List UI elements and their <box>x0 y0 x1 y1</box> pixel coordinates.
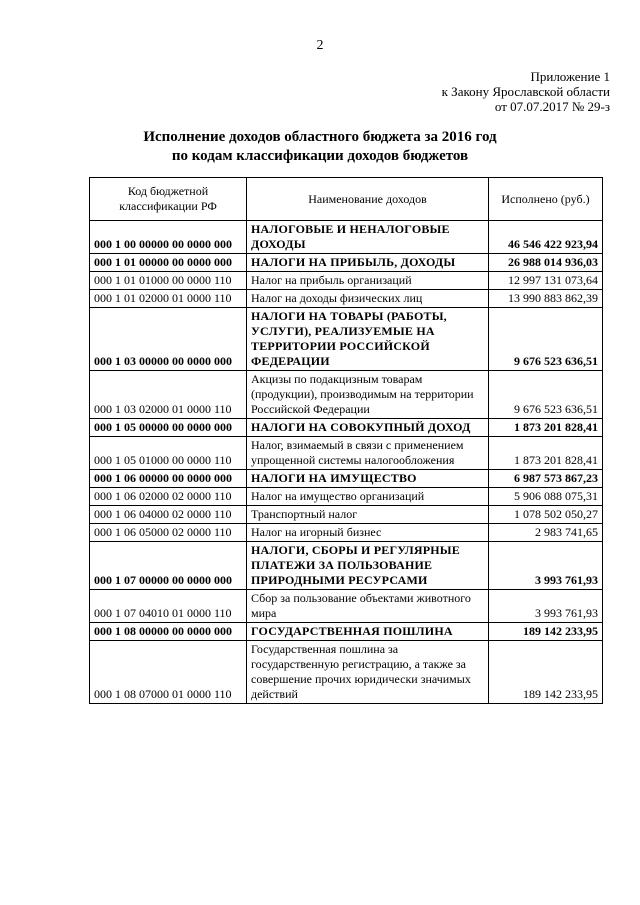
row-amount: 1 078 502 050,27 <box>489 506 603 524</box>
row-code: 000 1 08 00000 00 0000 000 <box>90 623 247 641</box>
row-code: 000 1 06 00000 00 0000 000 <box>90 470 247 488</box>
row-amount: 1 873 201 828,41 <box>489 419 603 437</box>
table-row <box>90 371 603 419</box>
appendix-line: Приложение 1 <box>530 69 610 84</box>
table-body <box>90 221 603 704</box>
row-code: 000 1 07 04010 01 0000 110 <box>90 590 247 623</box>
table-row <box>90 506 603 524</box>
row-name: ГОСУДАРСТВЕННАЯ ПОШЛИНА <box>247 623 489 641</box>
row-code: 000 1 06 05000 02 0000 110 <box>90 524 247 542</box>
row-code: 000 1 00 00000 00 0000 000 <box>90 221 247 254</box>
page-number: 2 <box>316 38 324 53</box>
row-name: НАЛОГОВЫЕ И НЕНАЛОГОВЫЕ ДОХОДЫ <box>247 221 489 254</box>
table-row <box>90 290 603 308</box>
header-amount: Исполнено (руб.) <box>489 178 603 221</box>
row-name: НАЛОГИ НА ИМУЩЕСТВО <box>247 470 489 488</box>
document-title <box>0 128 640 166</box>
table-row <box>90 524 603 542</box>
table-header-row <box>90 178 603 221</box>
table-row <box>90 272 603 290</box>
row-code: 000 1 08 07000 01 0000 110 <box>90 641 247 704</box>
row-name: Налог на доходы физических лиц <box>247 290 489 308</box>
table-row <box>90 308 603 371</box>
row-amount: 2 983 741,65 <box>489 524 603 542</box>
row-amount: 9 676 523 636,51 <box>489 371 603 419</box>
row-code: 000 1 05 01000 00 0000 110 <box>90 437 247 470</box>
table-row <box>90 488 603 506</box>
row-name: Налог, взимаемый в связи с применением упрощенной системы налогообложения <box>247 437 489 470</box>
row-amount: 5 906 088 075,31 <box>489 488 603 506</box>
row-name: НАЛОГИ НА СОВОКУПНЫЙ ДОХОД <box>247 419 489 437</box>
row-amount: 6 987 573 867,23 <box>489 470 603 488</box>
row-amount: 9 676 523 636,51 <box>489 308 603 371</box>
row-name: Налог на прибыль организаций <box>247 272 489 290</box>
row-amount: 3 993 761,93 <box>489 590 603 623</box>
appendix-note <box>442 69 610 114</box>
table-row <box>90 641 603 704</box>
table-row <box>90 437 603 470</box>
revenue-table <box>89 177 603 704</box>
row-amount: 1 873 201 828,41 <box>489 437 603 470</box>
row-name: Акцизы по подакцизным товарам (продукции), производимым на территории Российской Федерации <box>247 371 489 419</box>
row-name: Государственная пошлина за государственную регистрацию, а также за совершение прочих юридически значимых действий <box>247 641 489 704</box>
row-code: 000 1 07 00000 00 0000 000 <box>90 542 247 590</box>
row-name: Сбор за пользование объектами животного мира <box>247 590 489 623</box>
row-name: Транспортный налог <box>247 506 489 524</box>
title-line: по кодам классификации доходов бюджетов <box>171 148 469 164</box>
row-amount: 26 988 014 936,03 <box>489 254 603 272</box>
row-amount: 189 142 233,95 <box>489 623 603 641</box>
row-code: 000 1 03 02000 01 0000 110 <box>90 371 247 419</box>
row-amount: 189 142 233,95 <box>489 641 603 704</box>
row-name: НАЛОГИ НА ТОВАРЫ (РАБОТЫ, УСЛУГИ), РЕАЛИЗУЕМЫЕ НА ТЕРРИТОРИИ РОССИЙСКОЙ ФЕДЕРАЦИИ <box>247 308 489 371</box>
row-code: 000 1 06 04000 02 0000 110 <box>90 506 247 524</box>
header-code: Код бюджетной классификации РФ <box>90 178 247 221</box>
row-code: 000 1 03 00000 00 0000 000 <box>90 308 247 371</box>
row-amount: 3 993 761,93 <box>489 542 603 590</box>
row-name: Налог на игорный бизнес <box>247 524 489 542</box>
table-row <box>90 470 603 488</box>
table-row <box>90 419 603 437</box>
appendix-line: от 07.07.2017 № 29-з <box>494 99 610 114</box>
row-name: Налог на имущество организаций <box>247 488 489 506</box>
appendix-line: к Закону Ярославской области <box>441 84 610 99</box>
row-name: НАЛОГИ, СБОРЫ И РЕГУЛЯРНЫЕ ПЛАТЕЖИ ЗА ПОЛЬЗОВАНИЕ ПРИРОДНЫМИ РЕСУРСАМИ <box>247 542 489 590</box>
row-code: 000 1 06 02000 02 0000 110 <box>90 488 247 506</box>
header-name: Наименование доходов <box>247 178 489 221</box>
row-amount: 13 990 883 862,39 <box>489 290 603 308</box>
title-line: Исполнение доходов областного бюджета за 2016 год <box>143 129 497 145</box>
table-row <box>90 623 603 641</box>
table-row <box>90 254 603 272</box>
row-amount: 46 546 422 923,94 <box>489 221 603 254</box>
table-row <box>90 542 603 590</box>
table-row <box>90 221 603 254</box>
row-code: 000 1 01 00000 00 0000 000 <box>90 254 247 272</box>
row-code: 000 1 05 00000 00 0000 000 <box>90 419 247 437</box>
table-row <box>90 590 603 623</box>
row-code: 000 1 01 01000 00 0000 110 <box>90 272 247 290</box>
row-amount: 12 997 131 073,64 <box>489 272 603 290</box>
row-name: НАЛОГИ НА ПРИБЫЛЬ, ДОХОДЫ <box>247 254 489 272</box>
row-code: 000 1 01 02000 01 0000 110 <box>90 290 247 308</box>
